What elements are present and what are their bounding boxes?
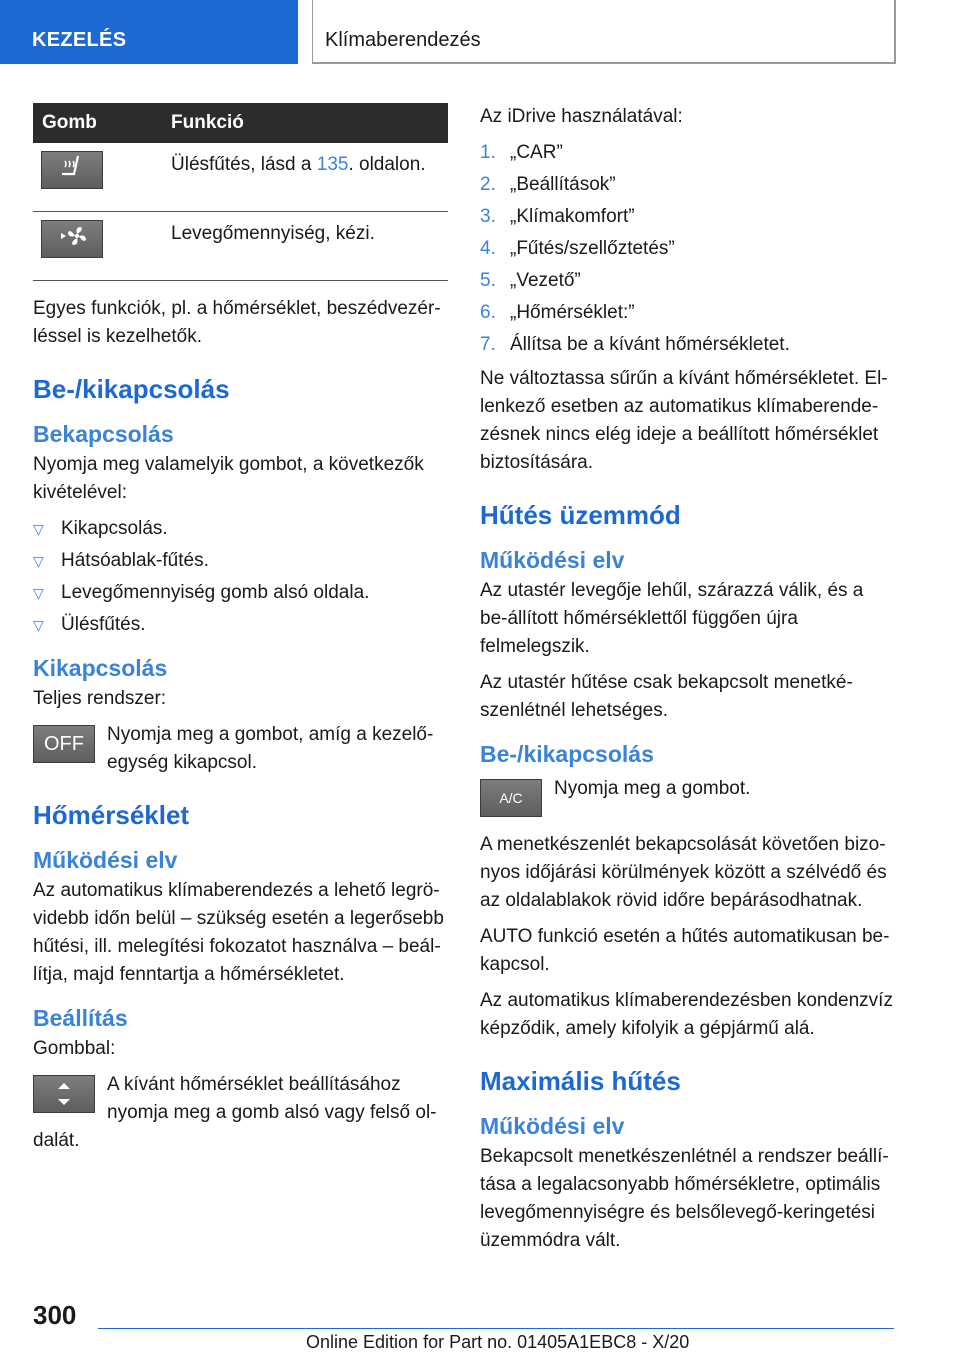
table-row <box>33 143 448 212</box>
idrive-steps <box>480 139 895 359</box>
table-row <box>33 212 448 281</box>
steps-note: Ne változtassa sűrűn a kívánt hőmérsékletet. El-lenkező esetben az automatikus klímaberende-zésnek nincs elég ideje a beállított hőmérséklet biztosítására. <box>480 368 888 473</box>
heading-cooling-onoff: Be-/kikapcsolás <box>480 741 654 767</box>
list-item: ▽ Ülésfűtés. <box>33 611 448 639</box>
temp-principle-text: Az automatikus klímaberendezés a lehető legrö-videbb időn belül – szükség esetén a legerősebb hűtési, ill. melegítési fokozatot használva – beál-lítja, majd fenntartja a hőmérsékletet. <box>33 880 444 985</box>
idrive-text: Az iDrive használatával: <box>480 106 683 127</box>
list-item: ▽ Kikapcsolás. <box>33 515 448 543</box>
table-cell-text: Ülésfűtés, lásd a 135. oldalon. <box>171 143 448 212</box>
triangle-bullet-icon: ▽ <box>33 617 44 633</box>
list-item: 1. „CAR” <box>480 142 563 163</box>
cooling-p4: AUTO funkció esetén a hűtés automatikusan be-kapcsol. <box>480 926 890 975</box>
fan-icon <box>41 220 103 258</box>
cooling-p2: Az utastér hűtése csak bekapcsolt menetké-szenlétnél lehetséges. <box>480 672 853 721</box>
heading-off: Kikapcsolás <box>33 655 168 681</box>
cooling-p3: A menetkészenlét bekapcsolását követően bizo-nyos időjárási körülmények között a szélvédő és az oldalablakok rövid időre bepárásodhatnak. <box>480 834 887 911</box>
list-item: ▽ Levegőmennyiség gomb alsó oldala. <box>33 579 448 607</box>
list-item: 2. „Beállítások” <box>480 174 616 195</box>
heading-max-principle: Működési elv <box>480 1113 625 1139</box>
footer-edition: Online Edition for Part no. 01405A1EBC8 - X/20 <box>306 1332 690 1352</box>
on-text: Nyomja meg valamelyik gombot, a következők kivételével: <box>33 454 424 503</box>
heading-setting: Beállítás <box>33 1005 128 1031</box>
off-button-text: Nyomja meg a gombot, amíg a kezelő-egység kikapcsol. <box>107 724 434 773</box>
button-function-table <box>33 103 448 281</box>
seat-heating-icon <box>41 151 103 189</box>
footer-divider <box>98 1328 894 1329</box>
list-item: ▽ Hátsóablak-fűtés. <box>33 547 448 575</box>
temp-button-text: A kívánt hőmérséklet beállításához nyomja meg a gomb alsó vagy felső ol-dalát. <box>33 1074 437 1151</box>
heading-temp-principle: Működési elv <box>33 847 178 873</box>
triangle-bullet-icon: ▽ <box>33 585 44 601</box>
list-item: 5. „Vezető” <box>480 270 581 291</box>
off-text: Teljes rendszer: <box>33 688 167 709</box>
cooling-p5: Az automatikus klímaberendezésben kondenzvíz képződik, amely kifolyik a gépjármű alá. <box>480 990 893 1039</box>
table-header-function: Funkció <box>171 103 448 143</box>
page-number: 300 <box>33 1300 77 1330</box>
ac-button-text: Nyomja meg a gombot. <box>554 778 751 799</box>
temp-up-down-icon <box>33 1075 95 1113</box>
section-tab: KEZELÉS <box>0 0 298 64</box>
ac-button-icon: A/C <box>480 779 542 817</box>
list-item: 4. „Fűtés/szellőztetés” <box>480 238 675 259</box>
exception-list <box>33 515 448 639</box>
heading-temperature: Hőmérséklet <box>33 800 190 830</box>
intro-text: Egyes funkciók, pl. a hőmérséklet, beszédvezér- léssel is kezelhetők. <box>33 298 441 347</box>
off-button-row <box>33 721 448 777</box>
heading-onoff: Be-/kikapcsolás <box>33 374 230 404</box>
temp-button-row <box>33 1071 448 1155</box>
list-item: 7. Állítsa be a kívánt hőmérsékletet. <box>480 334 790 355</box>
heading-cooling: Hűtés üzemmód <box>480 500 681 530</box>
setting-text: Gombbal: <box>33 1038 116 1059</box>
triangle-bullet-icon: ▽ <box>33 553 44 569</box>
right-column <box>480 103 895 1263</box>
table-cell-text: Levegőmennyiség, kézi. <box>171 212 448 281</box>
ac-button-row <box>480 775 895 823</box>
table-header-button: Gomb <box>33 103 171 143</box>
triangle-bullet-icon: ▽ <box>33 521 44 537</box>
cooling-p1: Az utastér levegője lehűl, szárazzá válik, és a be-állított hőmérséklettől függően újra felmelegszik. <box>480 580 864 657</box>
heading-on: Bekapcsolás <box>33 421 174 447</box>
list-item: 6. „Hőmérséklet:” <box>480 302 635 323</box>
chapter-title: Klímaberendezés <box>312 0 896 64</box>
max-text: Bekapcsolt menetkészenlétnél a rendszer beállí-tása a legalacsonyabb hőmérsékletre, optimális levegőmennyiségre és belsőlevegő-keringetési üzemmódra vált. <box>480 1146 889 1251</box>
page-link[interactable]: 135 <box>316 154 349 175</box>
off-button-icon: OFF <box>33 725 95 763</box>
list-item: 3. „Klímakomfort” <box>480 206 635 227</box>
heading-max-cooling: Maximális hűtés <box>480 1066 681 1096</box>
heading-cooling-principle: Működési elv <box>480 547 625 573</box>
left-column <box>33 103 448 1155</box>
